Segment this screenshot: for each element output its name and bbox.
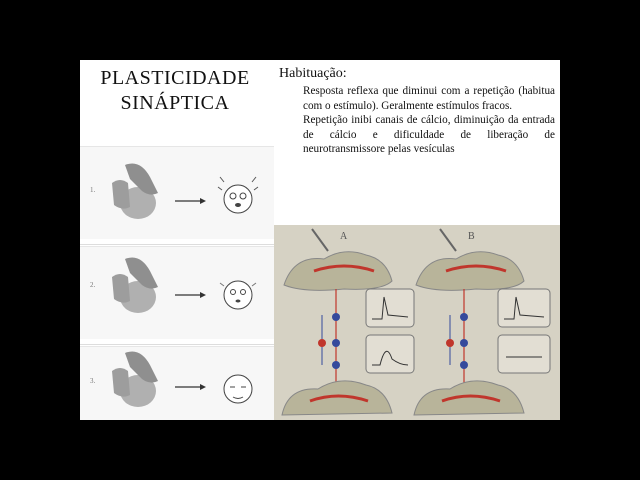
hand-touch-illustration [112,258,158,314]
slide-title [80,66,270,116]
slide-body [279,66,555,157]
calm-face-illustration [224,375,252,403]
habituation-panel-2 [80,246,274,339]
title-line-1: PLASTICIDADE [100,67,250,89]
title-line-2: SINÁPTICA [120,92,230,114]
panel-1-label: 1. [90,186,96,194]
signal-box [498,335,550,373]
panel-divider [80,244,274,245]
habituation-heading: Habituação: [279,66,347,81]
neuron-icon [460,361,468,369]
presentation-slide [80,60,560,420]
neuron-icon [460,339,468,347]
diagram-label-b: B [468,231,475,242]
panel-3-label: 3. [90,377,96,385]
hand-touch-illustration [112,164,158,220]
neuron-icon [318,339,326,347]
neuron-icon [332,313,340,321]
paragraph-2: Repetição inibi canais de cálcio, diminuição da entrada de cálcio e dificuldade de liberação de neurotransmissore pelas vesículas [303,114,555,155]
neuron-icon [446,339,454,347]
neuron-icon [332,361,340,369]
startled-face-illustration [218,177,258,213]
panel-2-label: 2. [90,281,96,289]
diagram-label-a: A [340,231,348,242]
habituation-panel-1 [80,146,274,239]
habituation-panel-3 [80,346,274,420]
signal-box [498,289,550,327]
surprised-face-illustration [220,281,256,309]
paragraph-1: Resposta reflexa que diminui com a repetição (habitua com o estímulo). Geralmente estímulos fracos. [303,85,555,112]
neuron-habituation-diagram [274,225,560,420]
neuron-icon [332,339,340,347]
neuron-icon [460,313,468,321]
hand-touch-illustration [112,352,158,408]
signal-box [366,289,414,327]
panel-divider [80,344,274,345]
